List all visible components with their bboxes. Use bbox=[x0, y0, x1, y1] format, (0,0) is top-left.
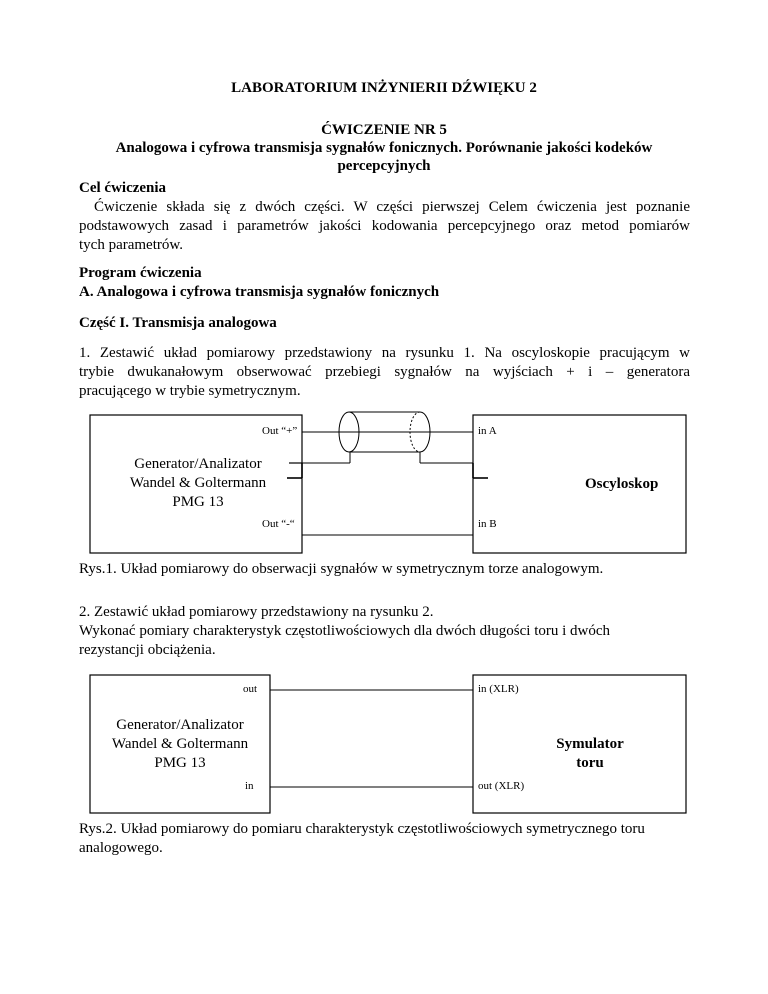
step1-line3: pracującego w trybie symetrycznym. bbox=[79, 383, 301, 399]
goal-heading: Cel ćwiczenia bbox=[79, 180, 167, 196]
fig2-simulator-line2: toru bbox=[576, 755, 604, 771]
section-a-heading: A. Analogowa i cyfrowa transmisja sygnałów fonicznych bbox=[79, 284, 440, 300]
fig2-out-xlr-label: out (XLR) bbox=[478, 780, 525, 792]
fig2-generator-label bbox=[92, 716, 268, 773]
fig1-in-a-label: in A bbox=[478, 425, 497, 437]
fig1-cable-shield-end-left bbox=[339, 412, 359, 452]
part1-heading: Część I. Transmisja analogowa bbox=[79, 315, 277, 331]
fig2-simulator-line1: Symulator bbox=[556, 736, 624, 752]
goal-text-line3: tych parametrów. bbox=[79, 237, 183, 253]
goal-text-line2: podstawowych zasad i parametrów jakości kodowania percepcyjnego oraz metod pomiarów bbox=[79, 218, 690, 234]
step1-line2: trybie dwukanałowym obserwować przebiegi sygnałów na wyjściach + i – generatora bbox=[79, 364, 690, 380]
lab-title: LABORATORIUM INŻYNIERII DŹWIĘKU 2 bbox=[231, 80, 537, 96]
fig1-oscilloscope-label: Oscyloskop bbox=[585, 476, 659, 492]
program-heading: Program ćwiczenia bbox=[79, 265, 202, 281]
fig2-in-label: in bbox=[245, 780, 254, 792]
fig2-generator-line3: PMG 13 bbox=[154, 755, 206, 771]
fig1-out-minus-label: Out “-“ bbox=[262, 518, 295, 530]
fig1-cable-shield-end-right bbox=[420, 412, 430, 452]
fig2-caption-line2: analogowego. bbox=[79, 840, 163, 856]
fig1-cable-shield bbox=[349, 412, 420, 452]
fig1-generator-line2: Wandel & Goltermann bbox=[129, 475, 267, 491]
fig1-in-b-label: in B bbox=[478, 518, 497, 530]
fig2-out-label: out bbox=[243, 683, 258, 695]
fig2-generator-line1: Generator/Analizator bbox=[116, 717, 244, 733]
fig1-out-plus-label: Out “+” bbox=[262, 425, 298, 437]
fig1-generator-line1: Generator/Analizator bbox=[134, 456, 262, 472]
goal-text-line1: Ćwiczenie składa się z dwóch części. W części pierwszej Celem ćwiczenia jest poznanie bbox=[94, 199, 690, 215]
exercise-subtitle-line1: Analogowa i cyfrowa transmisja sygnałów fonicznych. Porównanie jakości kodeków bbox=[115, 140, 653, 156]
step2-line3: rezystancji obciążenia. bbox=[79, 642, 216, 658]
step2-line2: Wykonać pomiary charakterystyk częstotliwościowych dla dwóch długości toru i dwóch bbox=[79, 623, 611, 639]
exercise-number: ĆWICZENIE NR 5 bbox=[321, 122, 447, 138]
fig2-caption-line1: Rys.2. Układ pomiarowy do pomiaru charakterystyk częstotliwościowych symetrycznego toru bbox=[79, 821, 645, 837]
fig2-simulator-label bbox=[520, 735, 660, 773]
fig1-generator-line3: PMG 13 bbox=[172, 494, 224, 510]
fig1-caption: Rys.1. Układ pomiarowy do obserwacji sygnałów w symetrycznym torze analogowym. bbox=[79, 561, 604, 577]
step1-line1: 1. Zestawić układ pomiarowy przedstawiony na rysunku 1. Na oscyloskopie pracującym w bbox=[79, 345, 690, 361]
exercise-subtitle-line2: percepcyjnych bbox=[337, 158, 431, 174]
fig2-in-xlr-label: in (XLR) bbox=[478, 683, 519, 695]
step2-line1: 2. Zestawić układ pomiarowy przedstawiony na rysunku 2. bbox=[79, 604, 434, 620]
fig2-generator-line2: Wandel & Goltermann bbox=[111, 736, 249, 752]
fig1-generator-label bbox=[110, 455, 286, 512]
